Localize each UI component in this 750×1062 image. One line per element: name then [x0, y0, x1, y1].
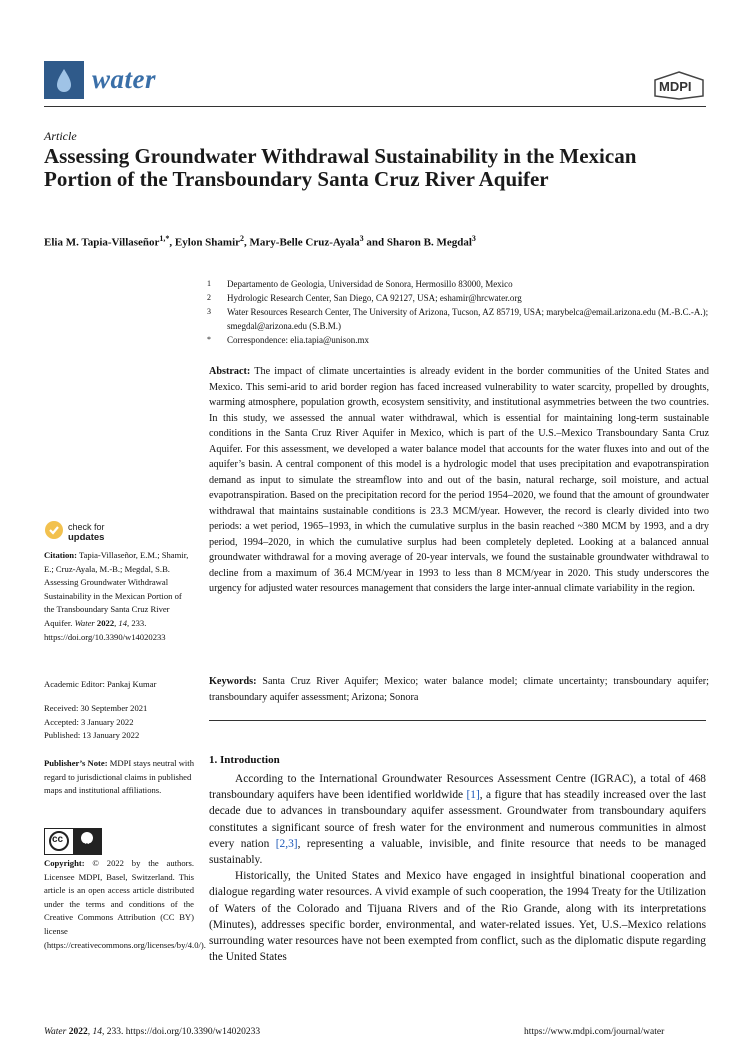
section-heading: 1. Introduction: [209, 754, 280, 766]
author-sep: ,: [169, 236, 175, 249]
section-body: [209, 771, 706, 965]
abstract: [209, 364, 709, 597]
citation-label: Citation:: [44, 550, 77, 560]
check-updates-icon: [44, 520, 64, 540]
keywords-text: Santa Cruz River Aquifer; Mexico; water balance model; climate uncertainty; transboundary aquifer; transboundary aquifer assessment; Arizona; Sonora: [209, 676, 710, 703]
citation-link[interactable]: [1]: [466, 789, 480, 802]
citation-journal: Water: [74, 617, 95, 628]
academic-editor: Academic Editor: Pankaj Kumar: [44, 679, 157, 689]
water-drop-icon: [44, 61, 84, 99]
publication-dates: [44, 702, 194, 743]
affiliation-item: [207, 333, 717, 347]
affiliation-mark: 1: [207, 279, 211, 288]
journal-name[interactable]: water: [92, 64, 157, 94]
paragraph-text: , a figure that has steadily increased over the last decade due to advances in transboundary aquifer assessment. Groundwater from transboundary aquifers constitutes a significant source of fresh water for the environment and numerous communities in almost every nation: [209, 789, 706, 850]
citation-text: Tapia-Villaseñor, E.M.; Shamir, E.; Cruz-Ayala, M.-B.; Megdal, S.B. Assessing Groundwater Withdrawal Sustainability in the Mexican Portion of the Transboundary Santa Cruz River Aquifer.: [44, 550, 189, 628]
citation-volume: , 14: [114, 617, 128, 628]
affiliation-text: Water Resources Research Center, The University of Arizona, Tucson, AZ 85719, USA; marybelca@email.arizona.edu (M.-B.C.-A.); smegdal@arizona.edu (S.B.M.): [227, 307, 709, 331]
mdpi-logo[interactable]: [652, 70, 706, 105]
publisher-note: [44, 757, 194, 798]
affiliation-mark: 3: [207, 307, 211, 316]
check-updates-text[interactable]: [68, 522, 105, 543]
author-name[interactable]: Sharon B. Megdal: [386, 236, 472, 249]
affiliation-text: Departamento de Geologia, Universidad de Sonora, Hermosillo 83000, Mexico: [227, 279, 513, 289]
footer-citation: [44, 1027, 260, 1037]
footer-doi[interactable]: , 233. https://doi.org/10.3390/w14020233: [101, 1027, 261, 1037]
check-updates-line2: updates: [68, 532, 105, 543]
paragraph: [209, 771, 706, 868]
affiliations: [207, 277, 717, 347]
mdpi-logo-text: MDPI: [659, 79, 692, 94]
author-name[interactable]: Elia M. Tapia-Villaseñor: [44, 236, 160, 249]
publisher-note-label: Publisher’s Note:: [44, 758, 108, 768]
copyright-label: Copyright:: [44, 858, 85, 868]
paragraph-text: , representing a valuable, invisible, and finite resource that needs to be managed sustainably.: [209, 837, 706, 867]
citation-year: 2022: [94, 617, 115, 628]
article-type: Article: [44, 129, 77, 143]
paragraph-text: According to the International Groundwater Resources Assessment Centre (IGRAC), a total of 468 transboundary aquifers have been identified worldwide: [209, 773, 706, 802]
affiliation-item: [207, 305, 717, 333]
author-sep: and: [363, 236, 387, 249]
affiliation-item: [207, 291, 717, 305]
citation-block: [44, 549, 194, 644]
cc-by-label: BY: [81, 843, 91, 850]
publisher-note-text: MDPI stays neutral with regard to jurisdictional claims in published maps and institutional affiliations.: [44, 758, 194, 796]
check-for-updates-badge[interactable]: [44, 520, 64, 545]
author-sep: ,: [244, 236, 250, 249]
footer-volume: , 14: [87, 1027, 102, 1037]
cc-by-license-icon[interactable]: [44, 828, 102, 855]
footer-journal-url[interactable]: https://www.mdpi.com/journal/water: [524, 1027, 665, 1037]
abstract-label: Abstract:: [209, 366, 251, 377]
author-affil: 3: [359, 234, 364, 243]
affiliation-mark: 2: [207, 293, 211, 302]
footer-year: 2022: [66, 1027, 88, 1037]
affiliation-item: [207, 277, 717, 291]
date-accepted: Accepted: 3 January 2022: [44, 716, 134, 727]
date-received: Received: 30 September 2021: [44, 703, 148, 713]
copyright-notice: [44, 857, 206, 952]
header-divider: [44, 106, 706, 107]
author-name[interactable]: Mary-Belle Cruz-Ayala: [249, 236, 360, 249]
keywords-divider: [209, 720, 706, 721]
affiliation-mark: *: [207, 335, 211, 344]
keywords: [209, 674, 709, 705]
affiliation-text: Correspondence: elia.tapia@unison.mx: [227, 335, 370, 345]
author-name[interactable]: Eylon Shamir: [174, 236, 241, 249]
footer-journal: Water: [44, 1027, 67, 1037]
affiliation-text: Hydrologic Research Center, San Diego, CA 92127, USA; eshamir@hrcwater.org: [227, 293, 522, 303]
copyright-text: © 2022 by the authors. Licensee MDPI, Basel, Switzerland. This article is an open access article distributed under the terms and conditions of the Creative Commons Attribution (CC BY) license (https://creativecommons.org/licenses/by/4.0/).: [44, 858, 206, 950]
author-list: [44, 234, 704, 249]
date-published: Published: 13 January 2022: [44, 730, 140, 741]
citation-doi[interactable]: , 233. https://doi.org/10.3390/w14020233: [44, 617, 166, 642]
paragraph: Historically, the United States and Mexico have engaged in insightful binational cooperation and dialogue regarding water resources. A vivid example of such cooperation, the 1994 Treaty for the Utilization of Waters of the Colorado and Tijuana Rivers and of the Rio Grande, along with its interpretations (Minutes), addresses specific border, environmental, and water-related issues. Yet, U.S.–Mexico relations surrounding water resources have not been exempted from conflict, such as the diplomatic dispute regarding the United States: [209, 870, 706, 964]
citation-link[interactable]: [2,3]: [275, 837, 298, 850]
author-affil: 3: [471, 234, 476, 243]
author-affil: 1,*: [159, 234, 170, 243]
journal-logo-icon: [44, 61, 84, 99]
author-affil: 2: [240, 234, 245, 243]
keywords-label: Keywords:: [209, 676, 257, 687]
article-title: Assessing Groundwater Withdrawal Sustainability in the Mexican Portion of the Transboundary Santa Cruz River Aquifer: [44, 144, 637, 191]
check-updates-line1: check for: [68, 522, 105, 532]
cc-label: cc: [52, 834, 64, 845]
abstract-text: The impact of climate uncertainties is already evident in the border communities of the United States and Mexico. This semi-arid to arid border region has faced increased vulnerability to water scarcity, propelled by droughts, warming atmosphere, population growth, ecosystem sensitivity, and institutional asymmetries between the two countries. In this study, we assessed the annual water withdrawal, which is essential for maintaining long-term sustainable conditions in the Santa Cruz River Aquifer in Mexico, which is part of the U.S.–Mexico Transboundary Santa Cruz Aquifer. For this assessment, we developed a water balance model that accounts for the water fluxes into and out of the aquifer’s basin. A central component of this model is a hydrologic model that uses precipitation and evapotranspiration demand as input to simulate the streamflow into and out of the basin, natural recharge, soil moisture, and actual evapotranspiration. Based on the precipitation record for the period 1954–2020, we found that the amount of groundwater withdrawal that maintains sustainable conditions is 23.3 MCM/year. However, the record is clearly divided into two periods: a wet period, 1965–1993, in which the cumulative surplus in the basin reached ~380 MCM by 1993, and a dry period, 1994–2020, in which the cumulative surplus had been completely depleted. Looking at a balanced annual groundwater withdrawal for a moving average of 20-year intervals, we found the sustainable groundwater withdrawal to decline from a maximum of 36.4 MCM/year in 1993 to less than 8 MCM/year in 2020. This study underscores the urgency for adjusted water resources management that considers the large inter-annual climate variability in the region.: [209, 366, 709, 594]
